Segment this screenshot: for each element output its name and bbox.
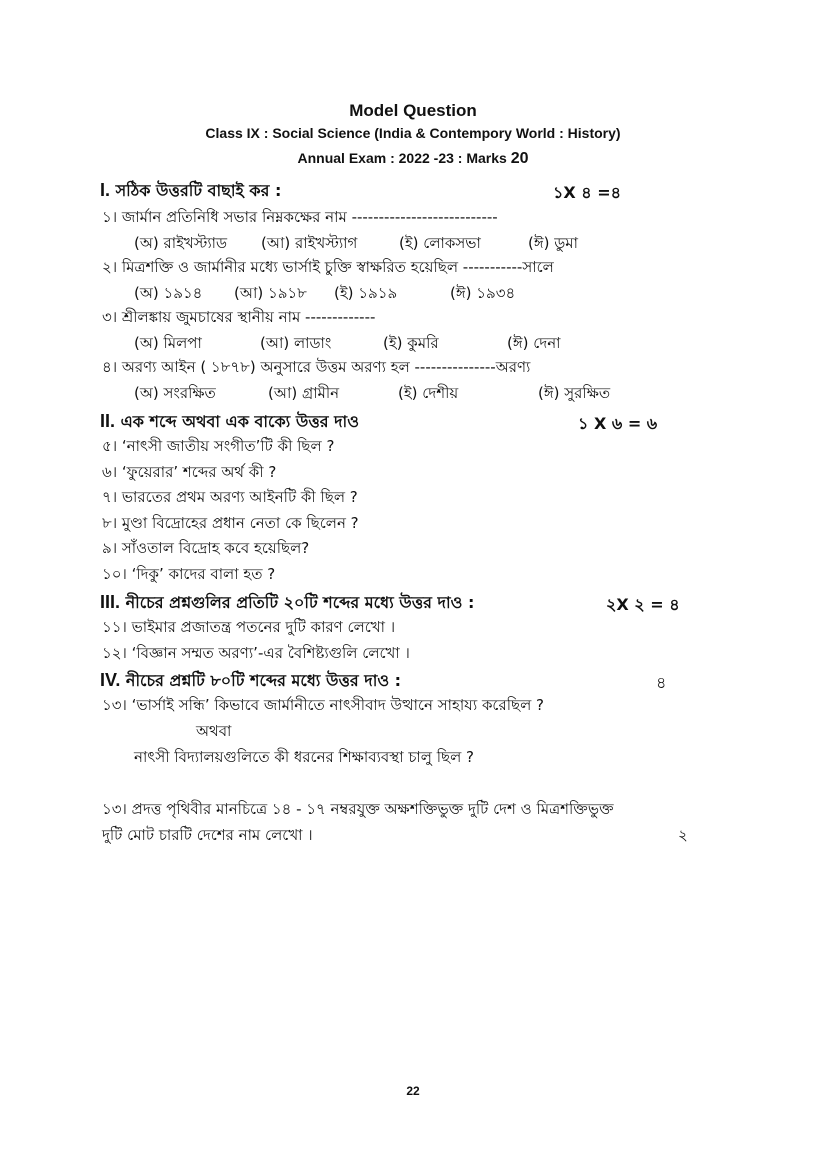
question-6: ৬। ‘ফুয়েরার’ শব্দের অর্থ কী ?	[102, 463, 277, 481]
q1-option-d: (ঈ) ডুমা	[528, 234, 578, 252]
section-1-title: সঠিক উত্তরটি বাছাই কর :	[110, 181, 282, 200]
question-13: ১৩। ‘ভার্সাই সন্ধি’ কিভাবে জার্মানীতে নাৎসীবাদ উত্থানে সাহায্য করেছিল ?	[102, 696, 545, 714]
question-1: ১। জার্মান প্রতিনিধি সভার নিম্নকক্ষের নাম ---------------------------	[102, 208, 498, 226]
page-number: 22	[406, 1084, 420, 1098]
section-3-marks: ২X ২ = ৪	[606, 595, 680, 614]
exam-marks: 20	[510, 150, 529, 167]
question-3: ৩। শ্রীলঙ্কায় জুমচাষের স্থানীয় নাম -------------	[102, 308, 376, 326]
section-4-title: নীচের প্রশ্নটি ৮০টি শব্দের মধ্যে উত্তর দাও :	[120, 671, 402, 690]
exam-info-text: Annual Exam : 2022 -23 : Marks	[297, 150, 511, 166]
question-12: ১২। ‘বিজ্ঞান সম্মত অরণ্য’-এর বৈশিষ্ট্যগুলি লেখো ।	[102, 644, 410, 662]
section-2-marks: ১ X ৬ = ৬	[578, 414, 658, 433]
q2-option-d: (ঈ) ১৯৩৪	[450, 284, 516, 302]
section-2-heading	[100, 409, 359, 436]
map-question-line-1: ১৩। প্রদত্ত পৃথিবীর মানচিত্রে ১৪ - ১৭ নম্বরযুক্ত অক্ষশক্তিভুক্ত দুটি দেশ ও মিত্রশক্তিভুক্ত	[102, 800, 614, 818]
section-1-marks: ১X ৪ =৪	[553, 183, 622, 202]
question-13-alternative: নাৎসী বিদ্যালয়গুলিতে কী ধরনের শিক্ষাব্যবস্থা চালু ছিল ?	[134, 748, 474, 766]
section-3-heading	[100, 590, 474, 617]
question-5: ৫। ‘নাৎসী জাতীয় সংগীত’টি কী ছিল ?	[102, 437, 335, 455]
question-10: ১০। ‘দিকু’ কাদের বালা হত ?	[102, 565, 276, 583]
section-4-marks: ৪	[656, 673, 667, 692]
section-3-title: নীচের প্রশ্নগুলির প্রতিটি ২০টি শব্দের মধ্যে উত্তর দাও :	[120, 593, 475, 612]
section-1-roman: I.	[100, 180, 111, 200]
question-4: ৪। অরণ্য আইন ( ১৮৭৮) অনুসারে উত্তম অরণ্য হল ---------------অরণ্য	[102, 358, 531, 376]
section-4-roman: IV.	[100, 670, 121, 690]
question-7: ৭। ভারতের প্রথম অরণ্য আইনটি কী ছিল ?	[102, 488, 358, 506]
q2-option-a: (অ) ১৯১৪	[134, 284, 203, 302]
q4-option-a: (অ) সংরক্ষিত	[134, 384, 216, 402]
section-3-roman: III.	[100, 592, 121, 612]
question-8: ৮। মুণ্ডা বিদ্রোহের প্রধান নেতা কে ছিলেন ?	[102, 514, 359, 532]
q2-option-b: (আ) ১৯১৮	[234, 284, 307, 302]
q3-option-a: (অ) মিলপা	[134, 334, 202, 352]
section-2-roman: II.	[100, 411, 116, 431]
q3-option-c: (ই) কুমরি	[383, 334, 439, 352]
question-11: ১১। ভাইমার প্রজাতন্ত্র পতনের দুটি কারণ লেখো ।	[102, 618, 396, 636]
exam-info	[0, 150, 826, 168]
q1-option-b: (আ) রাইখস্ট্যাগ	[261, 234, 358, 252]
page-title: Model Question	[349, 101, 477, 120]
q3-option-b: (আ) লাডাং	[260, 334, 332, 352]
map-question-marks: ২	[678, 826, 688, 844]
q3-option-d: (ঈ) দেনা	[507, 334, 561, 352]
section-2-title: এক শব্দে অথবা এক বাক্যে উত্তর দাও	[115, 412, 359, 431]
or-label: অথবা	[196, 722, 232, 740]
q4-option-c: (ই) দেশীয়	[398, 384, 459, 402]
q1-option-a: (অ) রাইখস্ট্যাড	[134, 234, 228, 252]
q4-option-d: (ঈ) সুরক্ষিত	[538, 384, 611, 402]
q2-option-c: (ই) ১৯১৯	[334, 284, 398, 302]
q1-option-c: (ই) লোকসভা	[399, 234, 481, 252]
page-subtitle: Class IX : Social Science (India & Contempory World : History)	[205, 125, 621, 141]
question-9: ৯। সাঁওতাল বিদ্রোহ কবে হয়েছিল?	[102, 539, 310, 557]
section-1-heading	[100, 178, 281, 205]
question-2: ২। মিত্রশক্তি ও জার্মানীর মধ্যে ভার্সাই চুক্তি স্বাক্ষরিত হয়েছিল -----------সালে	[102, 258, 554, 276]
section-4-heading	[100, 668, 401, 695]
q4-option-b: (আ) গ্রামীন	[268, 384, 340, 402]
map-question-line-2: দুটি মোট চারটি দেশের নাম লেখো ।	[102, 826, 313, 844]
